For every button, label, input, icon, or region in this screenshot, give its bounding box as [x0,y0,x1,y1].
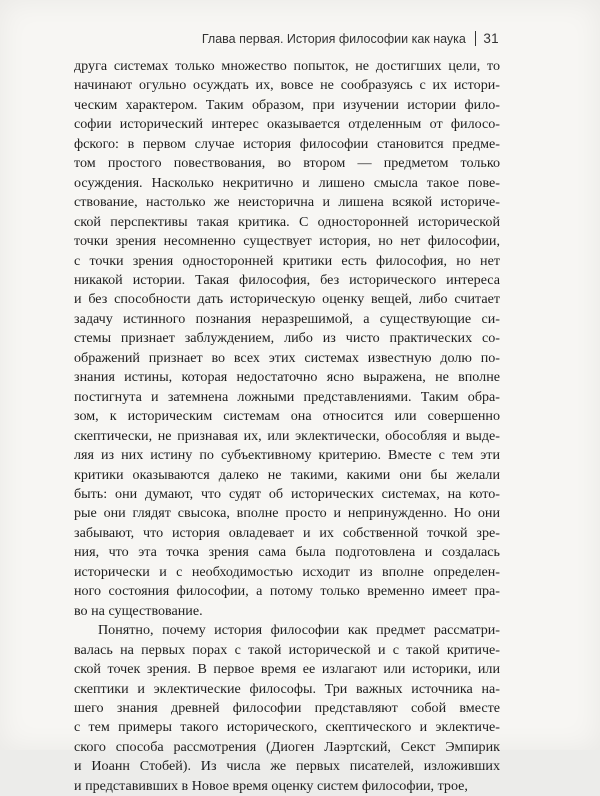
text-line: Понятно, почему история философии как предмет рассматри- [98,622,500,639]
text-line: друга системах только множество попыток, не достигших цели, то [74,58,500,74]
text-line: зом, к историческим системам она относится или совершенно [74,408,500,425]
text-line: ческим характером. Таким образом, при изучении истории фило- [74,96,500,113]
text-line: и представивших в Новое время оценку систем философии, трое, [74,777,468,794]
text-line: критики оказываются далеко не такими, какими они бы желали [74,466,500,483]
text-line: во на существование. [74,602,203,619]
text-line: скептически, не признавая их, или эклектически, обособляя и выде- [74,427,500,444]
chapter-title: Глава первая. История философии как наука [201,32,466,46]
text-line: стемы признает заблуждением, либо из чисто практических со- [74,330,500,347]
text-line: знания истины, которая недостаточно ясно выражена, не вполне [74,369,500,386]
text-line: ского способа рассмотрения (Диоген Лаэртский, Секст Эмпирик [74,738,500,755]
paragraph [74,621,500,796]
text-line: ного состояния философии, а потому только временно имеет пра- [74,583,500,600]
text-line: начинают огульно осуждать их, вовсе не сообразуясь с их истори- [74,77,500,94]
text-line: ской точек зрения. В первое время ее излагают или историки, или [74,661,500,678]
text-line: с тем примеры такого исторического, скептического и эклектиче- [74,719,500,736]
text-line: осуждения. Насколько некритично и лишено смысла такое пове- [74,174,500,191]
text-line: фского: в первом случае история философии становится предме- [74,135,500,152]
text-line: быть: они думают, что судят об исторических системах, на кото- [74,485,500,502]
text-line: рые они глядят свысока, вполне просто и непринужденно. Но они [74,505,500,522]
text-line: с точки зрения односторонней критики есть философия, но нет [74,252,500,269]
text-line: ображений признает во всех этих системах известную долю по- [74,349,500,366]
header-separator [475,31,477,46]
text-line: софии исторический интерес оказывается отделенным от филосо- [74,116,500,133]
text-line: забывают, что история овладевает и их собственной точкой зре- [74,524,500,541]
text-line: и Иоанн Стобей). Из числа же первых писателей, изложивших [74,758,500,775]
text-line: валась на первых порах с такой исторической и с такой критиче- [74,641,500,658]
text-line: никакой истории. Такая философия, без исторического интереса [74,271,500,288]
text-line: постигнута и затемнена ложными представлениями. Таким обра- [74,388,500,405]
text-line: точки зрения несомненно существует история, но нет философии, [74,233,500,250]
body-text [74,57,500,796]
text-line: скептики и эклектические философы. Три важных источника на- [74,680,500,697]
text-line: задачу истинного познания неразрешимой, а существующие си- [74,310,500,327]
paragraph [74,57,500,621]
text-line: ской перспективы такая критика. С односторонней исторической [74,213,500,230]
text-line: исторически и с необходимостью исходит из вполне определен- [74,563,500,580]
text-line: ствование, настолько же неисторична и лишена всякой историче- [74,194,500,211]
running-head [0,31,499,46]
text-line: шего знания древней философии представляют собой вместе [74,699,500,716]
text-line: и без способности дать историческую оценку вещей, либо считает [74,291,500,308]
page-number: 31 [483,31,499,46]
text-line: ляя из них истину по субъективному критерию. Вместе с тем эти [74,447,500,464]
text-line: том простого повествования, во втором — предметом только [74,155,500,172]
text-line: ния, что эта точка зрения сама была подготовлена и создалась [74,544,500,561]
